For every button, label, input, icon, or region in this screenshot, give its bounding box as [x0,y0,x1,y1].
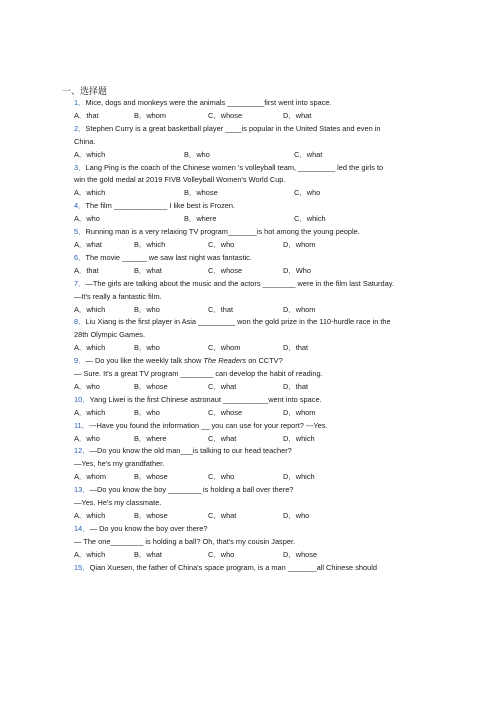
stem-title-italic: The Readers [203,356,247,366]
answer-option[interactable]: D．whose [283,549,318,559]
section-title: 一、选择题 [62,86,108,96]
answer-option[interactable]: A．that [74,110,99,120]
answer-option[interactable]: C．whose [208,265,243,275]
question-item [74,226,434,252]
answer-options [74,149,434,162]
answer-options [74,342,434,355]
answer-option[interactable]: B．who [134,343,160,353]
question-item [74,420,434,446]
answer-option[interactable]: D．what [283,110,312,120]
answer-option[interactable]: C．who [294,188,321,198]
answer-option[interactable]: B．where [184,214,217,224]
stem-text: Running man is a very relaxing TV program_______is hot among the young people. [85,227,360,237]
stem-continuation: — Sure. It's a great TV program ________ can develop the habit of reading. [74,369,323,379]
stem-text: —The girls are talking about the music and the actors ________ were in the film last Saturday. [85,278,394,288]
answer-option[interactable]: A．whom [74,472,107,482]
answer-option[interactable]: B．which [134,239,166,249]
answer-option[interactable]: C．what [294,149,323,159]
question-stem [74,484,434,497]
answer-option[interactable]: A．that [74,265,99,275]
question-item [74,278,434,317]
question-number: 1． [74,98,86,107]
answer-option[interactable]: C．whom [208,343,241,353]
stem-text: on CCTV? [246,356,283,366]
question-item [74,200,434,226]
question-item [74,123,434,162]
question-item [74,252,434,278]
stem-continuation: — The one________ is holding a ball? Oh, that's my cousin Jasper. [74,536,296,546]
stem-text: The film _____________ I like best is Frozen. [85,201,236,211]
question-number: 5． [74,227,86,237]
question-item [74,445,434,484]
question-item [74,523,434,562]
question-number: 15． [74,562,90,572]
answer-options [74,110,434,123]
answer-options [74,471,434,484]
answer-option[interactable]: D．which [283,433,315,443]
question-item [74,484,434,523]
question-number: 7． [74,278,86,288]
answer-option[interactable]: C．that [208,304,234,314]
answer-option[interactable]: A．which [74,549,106,559]
answer-options [74,433,434,446]
answer-option[interactable]: A．which [74,511,106,520]
stem-text: —Do you know the boy ________ is holding a ball over there? [89,485,294,495]
answer-option[interactable]: D．Who [283,265,311,275]
question-stem [74,97,434,110]
stem-continuation: China. [74,136,96,146]
answer-option[interactable]: C．who [208,549,235,559]
answer-option[interactable]: C．what [208,511,237,520]
answer-option[interactable]: C．what [208,433,237,443]
question-number: 9． [74,356,86,366]
stem-text: — Do you know the boy over there? [89,523,208,533]
stem-text: Mice, dogs and monkeys were the animals _________first went into space. [85,98,332,107]
stem-text: Yang Liwei is the first Chinese astronaut ___________went into space. [89,394,322,404]
answer-option[interactable]: C．who [208,239,235,249]
answer-option[interactable]: A．who [74,433,100,443]
question-stem [74,316,434,329]
question-stem [74,162,434,175]
answer-option[interactable]: C．whose [208,110,243,120]
question-stem [74,420,434,433]
stem-text: Stephen Curry is a great basketball player ____is popular in the United States and even in [85,123,381,133]
question-stem [74,278,434,291]
answer-option[interactable]: A．what [74,239,102,249]
answer-option[interactable]: A．which [74,304,106,314]
stem-text: —Do you know the old man___is talking to our head teacher? [89,446,292,456]
stem-continuation: —It's really a fantastic film. [74,291,162,301]
stem-text: Lang Ping is the coach of the Chinese women 's volleyball team, _________ led the girls to [85,162,384,172]
answer-option[interactable]: D．whom [283,239,316,249]
stem-text: — Do you like the weekly talk show [85,356,204,366]
answer-option[interactable]: A．which [74,149,106,159]
question-stem [74,200,434,213]
question-number: 14． [74,523,90,533]
answer-option[interactable]: D．that [283,381,309,391]
answer-option[interactable]: B．whose [134,381,168,391]
question-number: 10． [74,394,90,404]
answer-option[interactable]: B．who [184,149,210,159]
question-number: 8． [74,317,86,327]
question-item [74,97,434,123]
answer-options [74,213,434,226]
answer-options [74,407,434,420]
answer-option[interactable]: D．whom [283,304,316,314]
question-list [74,97,434,575]
answer-option[interactable]: B．what [134,265,162,275]
answer-option[interactable]: D．whom [283,407,316,417]
question-number: 11． [74,420,90,430]
question-stem [74,523,434,536]
answer-options [74,549,434,562]
answer-option[interactable]: B．whose [134,472,168,482]
question-number: 4． [74,201,86,211]
answer-option[interactable]: A．who [74,214,100,224]
answer-option[interactable]: B．whom [134,110,167,120]
stem-text: Liu Xiang is the first player in Asia _________ won the gold prize in the 110-hurdle race in the [85,317,391,327]
answer-options [74,381,434,394]
stem-text: ---Have you found the information __ you can use for your report? ---Yes. [89,420,328,430]
answer-options [74,187,434,200]
answer-option[interactable]: C．what [208,381,237,391]
question-stem [74,562,434,575]
stem-text: The movie ______ we saw last night was fantastic. [85,252,252,262]
question-stem [74,445,434,458]
answer-option[interactable]: A．which [74,407,106,417]
stem-continuation: —Yes. He's my classmate. [74,498,162,508]
answer-options [74,265,434,278]
question-stem [74,226,434,239]
question-item [74,394,434,420]
answer-option[interactable]: B．who [134,407,160,417]
question-number: 3． [74,162,86,172]
stem-continuation: 28th Olympic Games. [74,330,146,340]
answer-options [74,304,434,317]
answer-option[interactable]: B．where [134,433,167,443]
answer-option[interactable]: D．which [283,472,315,482]
answer-option[interactable]: B．whose [134,511,168,520]
answer-option[interactable]: A．which [74,343,106,353]
question-number: 12． [74,446,90,456]
answer-option[interactable]: A．which [74,188,106,198]
question-stem [74,394,434,407]
answer-option[interactable]: C．who [208,472,235,482]
answer-option[interactable]: C．which [294,214,326,224]
question-item [74,162,434,201]
answer-options [74,239,434,252]
answer-option[interactable]: B．what [134,549,162,559]
question-item [74,562,434,575]
stem-continuation: —Yes, he's my grandfather. [74,459,165,469]
answer-option[interactable]: B．who [134,304,160,314]
question-item [74,355,434,394]
answer-option[interactable]: D．who [283,511,310,520]
question-stem [74,252,434,265]
question-stem [74,123,434,136]
question-number: 2． [74,123,86,133]
answer-option[interactable]: D．that [283,343,309,353]
answer-options [74,510,434,523]
question-number: 13． [74,485,90,495]
answer-option[interactable]: C．whose [208,407,243,417]
answer-option[interactable]: B．whose [184,188,218,198]
stem-continuation: win the gold medal at 2019 FIVB Volleyball Women's World Cup. [74,175,286,185]
stem-text: Qian Xuesen, the father of China's space program, is a man _______all Chinese should [89,562,377,572]
answer-option[interactable]: A．who [74,381,100,391]
question-item [74,316,434,355]
question-stem [74,355,434,368]
question-number: 6． [74,252,86,262]
